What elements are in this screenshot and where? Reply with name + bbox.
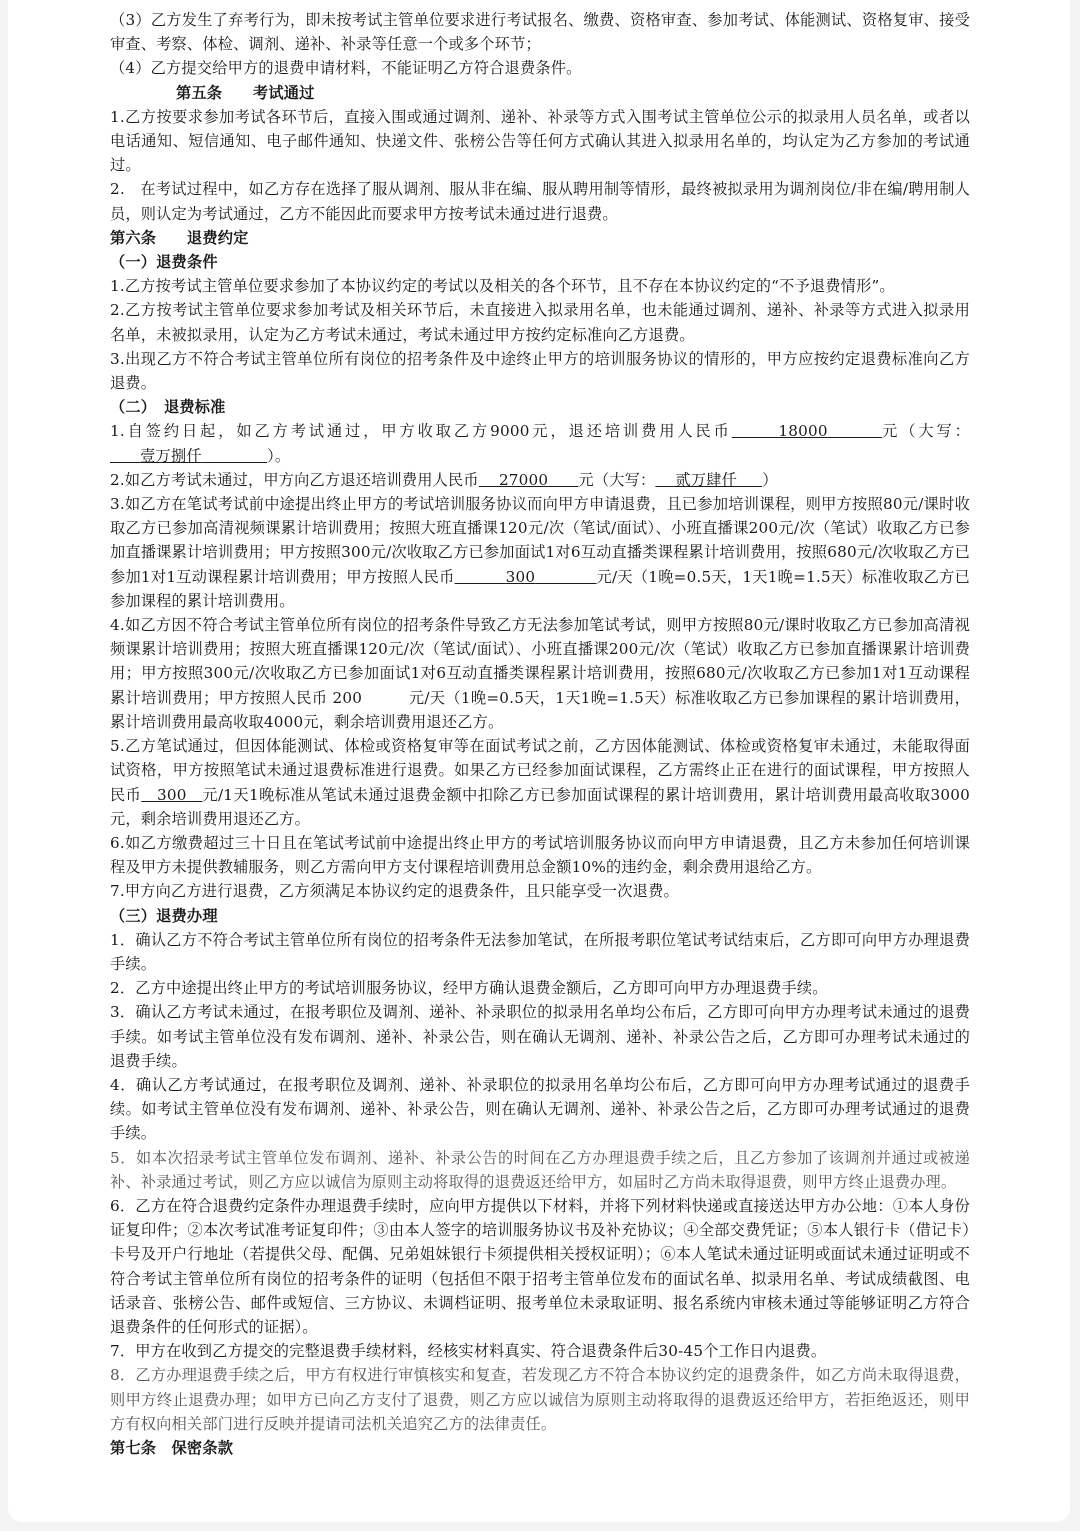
refund-process-4: 4．确认乙方考试通过，在报考职位及调剂、递补、补录职位的拟录用名单均公布后，乙方即可向甲方办理考试通过的退费手续。如考试主管单位没有发布调剂、递补、补录公告，则在确认无调剂、递补、补录公告之后，乙方即可办理考试通过的退费手续。 [110,1075,970,1143]
clause-4-item-3: （3）乙方发生了弃考行为，即未按考试主管单位要求进行考试报名、缴费、资格审查、参加考试、体能测试、资格复审、接受审查、考察、体检、调剂、递补、补录等任意一个或多个环节； [110,11,970,54]
refund-condition-2: 2.乙方按考试主管单位要求参加考试及相关环节后，未直接进入拟录用名单，也未能通过调剂、递补、补录等方式进入拟录用名单，未被拟录用，认定为乙方考试未通过，考试未通过甲方按约定标准向乙方退费。 [110,301,970,344]
clause-4-item-4: （4）乙方提交给甲方的退费申请材料，不能证明乙方符合退费条件。 [110,59,582,78]
article-7-heading: 第七条 保密条款 [110,1438,234,1457]
document-page [8,0,1070,1522]
refund-process-heading: （三）退费办理 [110,906,218,925]
refund-process-1: 1．确认乙方不符合考试主管单位所有岗位的招考条件无法参加笔试，在所报考职位笔试考试结束后，乙方即可向甲方办理退费手续。 [110,930,970,973]
refund-amount-fail-words: 贰万肆仟 [675,470,738,489]
refund-standard-2: 2.如乙方考试未通过，甲方向乙方退还培训费用人民币 27000 元（大写： 贰万肆仟 ） [110,470,778,489]
article-5-heading: 第五条 考试通过 [176,83,315,102]
refund-process-8: 8．乙方办理退费手续之后，甲方有权进行审慎核实和复查，若发现乙方不符合本协议约定的退费条件，如乙方尚未取得退费，则甲方终止退费办理；如甲方已向乙方支付了退费，则乙方应以诚信为原则主动将取得的退费返还给甲方，若拒绝返还，则甲方有权向相关部门进行反映并提请司法机关追究乙方的法律责任。 [110,1366,970,1433]
article-5-item-1: 1.乙方按要求参加考试各环节后，直接入围或通过调剂、递补、补录等方式入围考试主管单位公示的拟录用人员名单，或者以电话通知、短信通知、电子邮件通知、快递文件、张榜公告等任何方式确认其进入拟录用名单的，均认定为乙方参加的考试通过。 [110,107,970,175]
refund-standard-7: 7.甲方向乙方进行退费，乙方须满足本协议约定的退费条件，且只能享受一次退费。 [110,882,679,901]
refund-standard-1: 1.自签约日起，如乙方考试通过，甲方收取乙方9000元，退还培训费用人民币 18000 元（大写： 壹万捌仟 ）。 [110,422,970,465]
refund-standard-heading: （二） 退费标准 [110,398,226,417]
refund-process-5: 5．如本次招录考试主管单位发布调剂、递补、补录公告的时间在乙方办理退费手续之后，且乙方参加了该调剂并通过或被递补、补录通过考试，则乙方应以诚信为原则主动将取得的退费返还给甲方，如届时乙方尚未取得退费，则甲方终止退费办理。 [110,1148,970,1191]
agreement-text [110,8,970,1460]
refund-standard-4: 4.如乙方因不符合考试主管单位所有岗位的招考条件导致乙方无法参加笔试考试，则甲方按照80元/课时收取乙方已参加高清视频课累计培训费用；按照大班直播课120元/次（笔试/面试）、小班直播课200元/次（笔试）收取乙方已参加直播课累计培训费用；甲方按照300元/次收取乙方已参加面试1对6互动直播类课程累计培训费用，按照680元/次收取乙方已参加1对1互动课程累计培训费用；甲方按照人民币 200 元/天（1晚=0.5天，1天1晚=1.5天）标准收取乙方已参加课程的累计培训费用，累计培训费用最高收取4000元，剩余培训费用退还乙方。 [110,616,970,731]
interview-daily-fee: 300 [157,785,187,804]
article-5-item-2: 2. 在考试过程中，如乙方存在选择了服从调剂、服从非在编、服从聘用制等情形，最终被拟录用为调剂岗位/非在编/聘用制人员，则认定为考试通过，乙方不能因此而要求甲方按考试未通过进行退费。 [110,180,970,223]
refund-standard-3: 3.如乙方在笔试考试前中途提出终止甲方的考试培训服务协议而向甲方申请退费，且已参加培训课程，则甲方按照80元/课时收取乙方已参加高清视频课累计培训费用；按照大班直播课120元/次（笔试/面试）、小班直播课200元/次（笔试）收取乙方已参加直播课累计培训费用；甲方按照300元/次收取乙方已参加面试1对6互动直播类课程累计培训费用，按照680元/次收取乙方已参加1对1互动课程累计培训费用；甲方按照人民币 300 元/天（1晚=0.5天，1天1晚=1.5天）标准收取乙方已参加课程的累计培训费用。 [110,495,970,610]
refund-process-3: 3．确认乙方考试未通过，在报考职位及调剂、递补、补录职位的拟录用名单均公布后，乙方即可向甲方办理考试未通过的退费手续。如考试主管单位没有发布调剂、递补、补录公告，则在确认无调剂、递补、补录公告之后，乙方即可办理考试未通过的退费手续。 [110,1003,970,1070]
refund-condition-1: 1.乙方按考试主管单位要求参加了本协议约定的考试以及相关的各个环节，且不存在本协议约定的“不予退费情形”。 [110,277,895,296]
refund-amount-pass: 18000 [778,422,828,441]
refund-process-7: 7．甲方在收到乙方提交的完整退费手续材料，经核实材料真实、符合退费条件后30-45个工作日内退费。 [110,1342,827,1361]
refund-condition-3: 3.出现乙方不符合考试主管单位所有岗位的招考条件及中途终止甲方的培训服务协议的情形的，甲方应按约定退费标准向乙方退费。 [110,349,970,393]
refund-amount-fail: 27000 [498,470,549,489]
refund-conditions-heading: （一）退费条件 [110,253,218,272]
article-6-heading: 第六条 退费约定 [110,228,249,247]
daily-fee-amount: 300 [505,567,536,586]
refund-process-2: 2．乙方中途提出终止甲方的考试培训服务协议，经甲方确认退费金额后，乙方即可向甲方办理退费手续。 [110,979,828,998]
refund-standard-6: 6.如乙方缴费超过三十日且在笔试考试前中途提出终止甲方的考试培训服务协议而向甲方申请退费，且乙方未参加任何培训课程及甲方未提供教辅服务，则乙方需向甲方支付课程培训费用总金额10%的违约金，剩余费用退给乙方。 [110,833,970,877]
refund-standard-5: 5.乙方笔试通过，但因体能测试、体检或资格复审等在面试考试之前，乙方因体能测试、体检或资格复审未通过，未能取得面试资格，甲方按照笔试未通过退费标准进行退费。如果乙方已经参加面试课程，乙方需终止正在进行的面试课程，甲方按照人民币 300 元/1天1晚标准从笔试未通过退费金额中扣除乙方已参加面试课程的累计培训费用，累计培训费用最高收取3000元，剩余培训费用退还乙方。 [110,737,970,828]
refund-process-6: 6．乙方在符合退费约定条件办理退费手续时，应向甲方提供以下材料，并将下列材料快递或直接送达甲方办公地：①本人身份证复印件；②本次考试准考证复印件；③由本人签字的培训服务协议书及补充协议；④全部交费凭证；⑤本人银行卡（借记卡）卡号及开户行地址（若提供父母、配偶、兄弟姐妹银行卡须提供相关授权证明）；⑥本人笔试未通过证明或面试未通过证明或不符合考试主管单位所有岗位的招考条件的证明（包括但不限于招考主管单位发布的面试名单、拟录用名单、考试成绩截图、电话录音、张榜公告、邮件或短信、三方协议、未调档证明、报考单位未录取证明、报名系统内审核未通过等能够证明乙方符合退费条件的任何形式的证据）。 [110,1196,970,1336]
refund-amount-pass-words: 壹万捌仟 [140,446,202,465]
